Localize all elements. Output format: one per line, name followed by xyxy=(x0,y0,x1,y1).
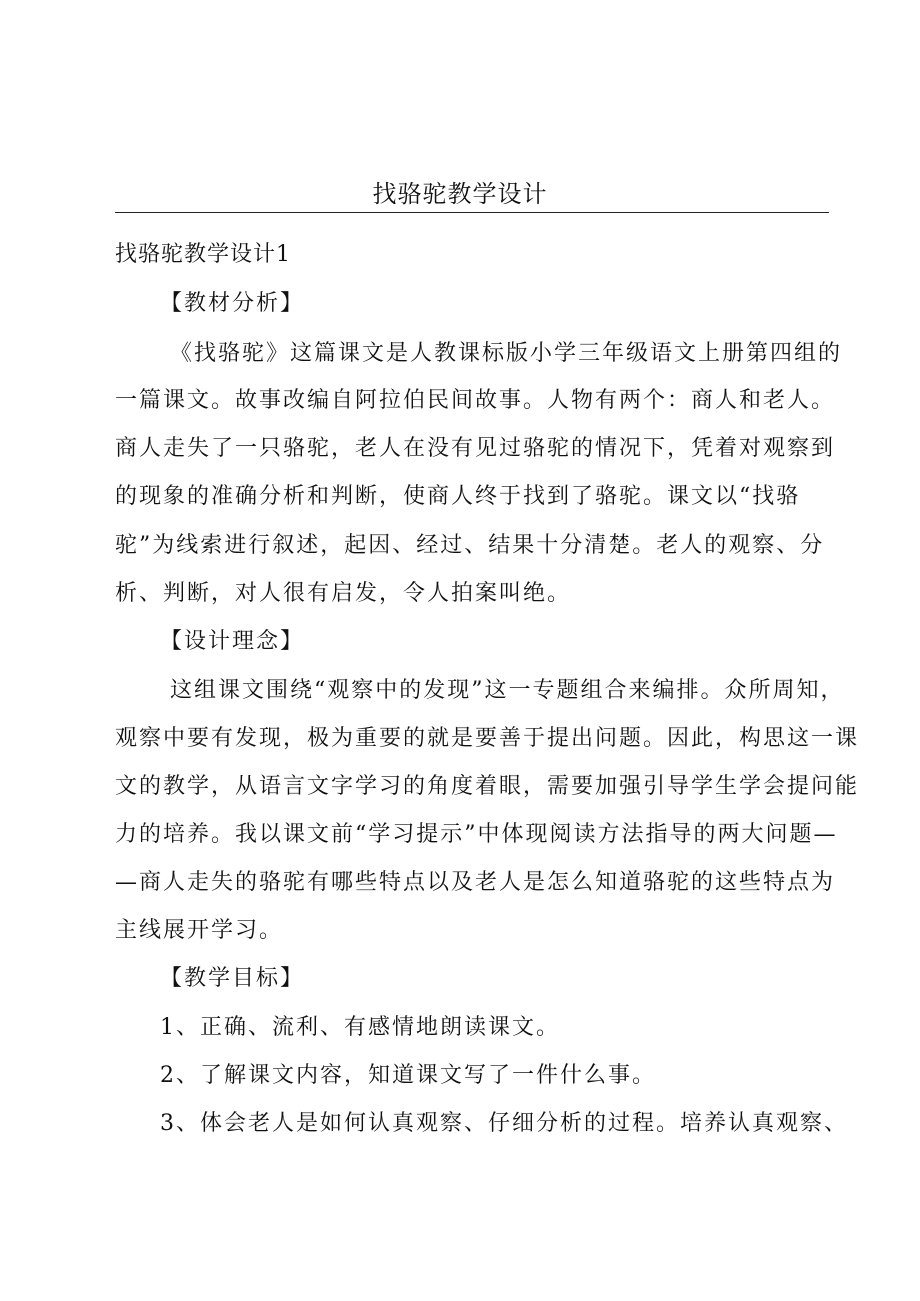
analysis-line: 一篇课文。故事改编自阿拉伯民间故事。人物有两个：商人和老人。 xyxy=(115,388,836,413)
title-underline xyxy=(115,212,829,213)
concept-line: 观察中要有发现，极为重要的就是要善于提出问题。因此，构思这一课 xyxy=(115,726,860,751)
analysis-line: 析、判断，对人很有启发，令人拍案叫绝。 xyxy=(115,581,572,606)
analysis-line: 商人走失了一只骆驼，老人在没有见过骆驼的情况下，凭着对观察到 xyxy=(115,436,836,461)
concept-line: 这组课文围绕“观察中的发现”这一专题组合来编排。众所周知， xyxy=(170,678,845,703)
section-heading-concept: 【设计理念】 xyxy=(160,629,305,654)
concept-line: 力的培养。我以课文前“学习提示”中体现阅读方法指导的两大问题— xyxy=(115,822,838,847)
concept-line: —商人走失的骆驼有哪些特点以及老人是怎么知道骆驼的这些特点为 xyxy=(115,870,836,895)
analysis-line: 的现象的准确分析和判断，使商人终于找到了骆驼。课文以“找骆 xyxy=(115,484,801,509)
analysis-line: 《找骆驼》这篇课文是人教课标版小学三年级语文上册第四组的 xyxy=(170,341,843,366)
goal-item: 2、了解课文内容，知道课文写了一件什么事。 xyxy=(160,1063,656,1088)
section-heading-goals: 【教学目标】 xyxy=(160,966,305,991)
concept-line: 文的教学，从语言文字学习的角度着眼，需要加强引导学生学会提问能 xyxy=(115,774,860,799)
subtitle: 找骆驼教学设计1 xyxy=(115,242,291,267)
goal-item: 1、正确、流利、有感情地朗读课文。 xyxy=(160,1015,560,1040)
analysis-line: 驼”为线索进行叙述，起因、经过、结果十分清楚。老人的观察、分 xyxy=(115,533,825,558)
concept-line: 主线展开学习。 xyxy=(115,918,284,943)
document-title: 找骆驼教学设计 xyxy=(372,180,548,208)
goal-item: 3、体会老人是如何认真观察、仔细分析的过程。培养认真观察、 xyxy=(160,1111,848,1136)
section-heading-analysis: 【教材分析】 xyxy=(160,291,305,316)
